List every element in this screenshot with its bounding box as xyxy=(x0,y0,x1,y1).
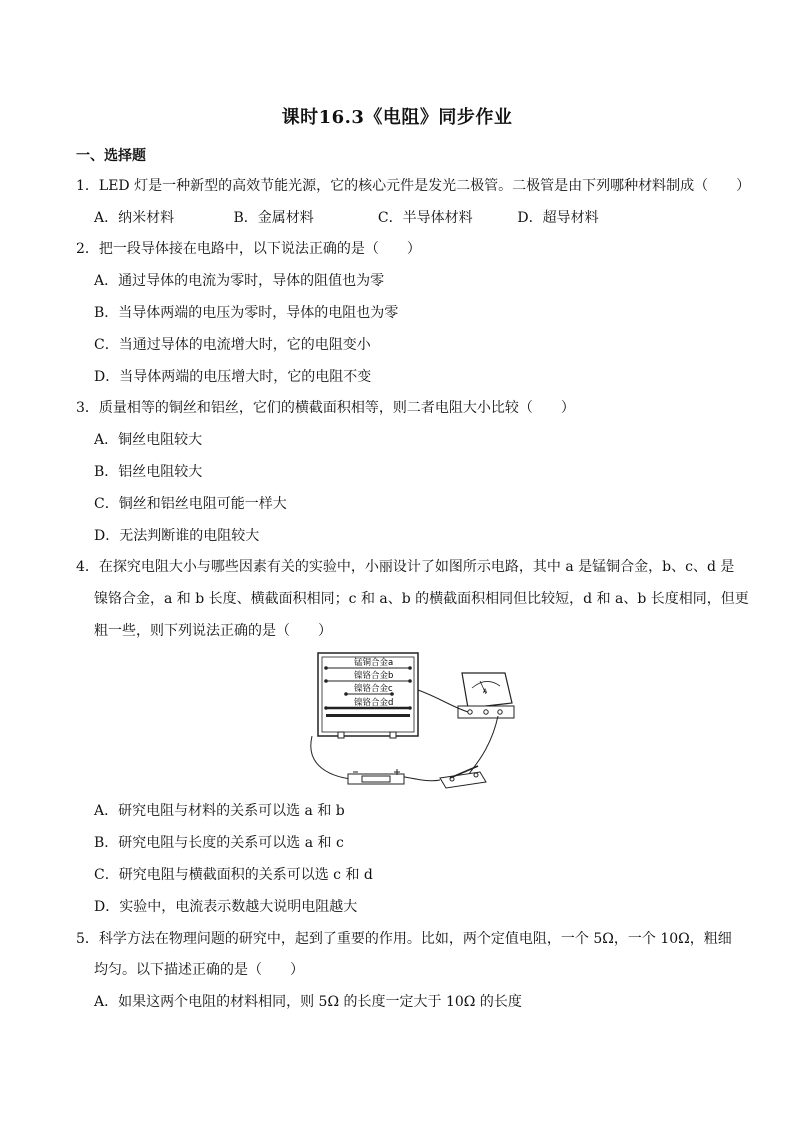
question-3-stem: 3．质量相等的铜丝和铝丝，它们的横截面积相等，则二者电阻大小比较（ ） xyxy=(76,400,575,416)
label-wire-a: 锰铜合金a xyxy=(354,658,394,668)
lead-wire-left xyxy=(311,736,360,780)
q5-option-a[interactable]: A．如果这两个电阻的材料相同，则 5Ω 的长度一定大于 10Ω 的长度 xyxy=(94,994,522,1010)
q4-option-c[interactable]: C．研究电阻与横截面积的关系可以选 c 和 d xyxy=(94,867,373,883)
q1-option-a[interactable]: A．纳米材料 xyxy=(94,210,175,226)
q3-option-d[interactable]: D．无法判断谁的电阻较大 xyxy=(94,528,260,544)
label-wire-b: 镍铬合金b xyxy=(354,671,394,681)
q4-option-a[interactable]: A．研究电阻与材料的关系可以选 a 和 b xyxy=(94,803,345,819)
q2-option-d[interactable]: D．当导体两端的电压增大时，它的电阻不变 xyxy=(94,369,372,385)
lead-wire-mid xyxy=(400,776,440,781)
q3-option-b[interactable]: B．铝丝电阻较大 xyxy=(94,464,203,480)
q4-option-b[interactable]: B．研究电阻与长度的关系可以选 a 和 c xyxy=(94,835,344,851)
question-5-stem-line-1: 5．科学方法在物理问题的研究中，起到了重要的作用。比如，两个定值电阻，一个 5Ω，一个 10Ω，粗细 xyxy=(76,931,732,947)
question-4-stem-line-2: 镍铬合金，a 和 b 长度、横截面积相同；c 和 a、b 的横截面积相同但比较短，d 和 a、b 长度相同，但更 xyxy=(94,591,749,607)
lead-wire-top xyxy=(418,690,468,712)
circuit-figure xyxy=(300,648,520,793)
q3-option-c[interactable]: C．铜丝和铝丝电阻可能一样大 xyxy=(94,496,287,512)
battery xyxy=(348,769,404,784)
label-wire-c: 镍铬合金c xyxy=(354,684,393,694)
lead-wire-right xyxy=(468,716,498,776)
q1-option-d[interactable]: D．超导材料 xyxy=(517,210,599,226)
question-1-stem: 1．LED 灯是一种新型的高效节能光源，它的核心元件是发光二极管。二极管是由下列哪种材料制成（ ） xyxy=(76,178,751,194)
q1-option-b[interactable]: B．金属材料 xyxy=(233,210,314,226)
q4-option-d[interactable]: D．实验中，电流表示数越大说明电阻越大 xyxy=(94,899,358,915)
question-4-stem-line-1: 4．在探究电阻大小与哪些因素有关的实验中，小丽设计了如图所示电路，其中 a 是锰铜合金，b、c、d 是 xyxy=(76,559,735,575)
q1-option-c[interactable]: C．半导体材料 xyxy=(377,210,473,226)
question-4-stem-line-3: 粗一些，则下列说法正确的是（ ） xyxy=(94,623,332,639)
question-2-stem: 2．把一段导体接在电路中，以下说法正确的是（ ） xyxy=(76,241,421,257)
section-heading: 一、选择题 xyxy=(76,148,146,164)
ammeter-label: A xyxy=(483,688,488,695)
question-5-stem-line-2: 均匀。以下描述正确的是（ ） xyxy=(94,962,304,978)
q3-option-a[interactable]: A．铜丝电阻较大 xyxy=(94,432,203,448)
q2-option-a[interactable]: A．通过导体的电流为零时，导体的阻值也为零 xyxy=(94,273,385,289)
q2-option-b[interactable]: B．当导体两端的电压为零时，导体的电阻也为零 xyxy=(94,305,399,321)
label-wire-d: 镍铬合金d xyxy=(354,698,394,708)
question-1-options xyxy=(94,207,599,227)
q2-option-c[interactable]: C．当通过导体的电流增大时，它的电阻变小 xyxy=(94,337,371,353)
switch xyxy=(440,766,486,788)
page-title: 课时16.3《电阻》同步作业 xyxy=(281,107,513,128)
